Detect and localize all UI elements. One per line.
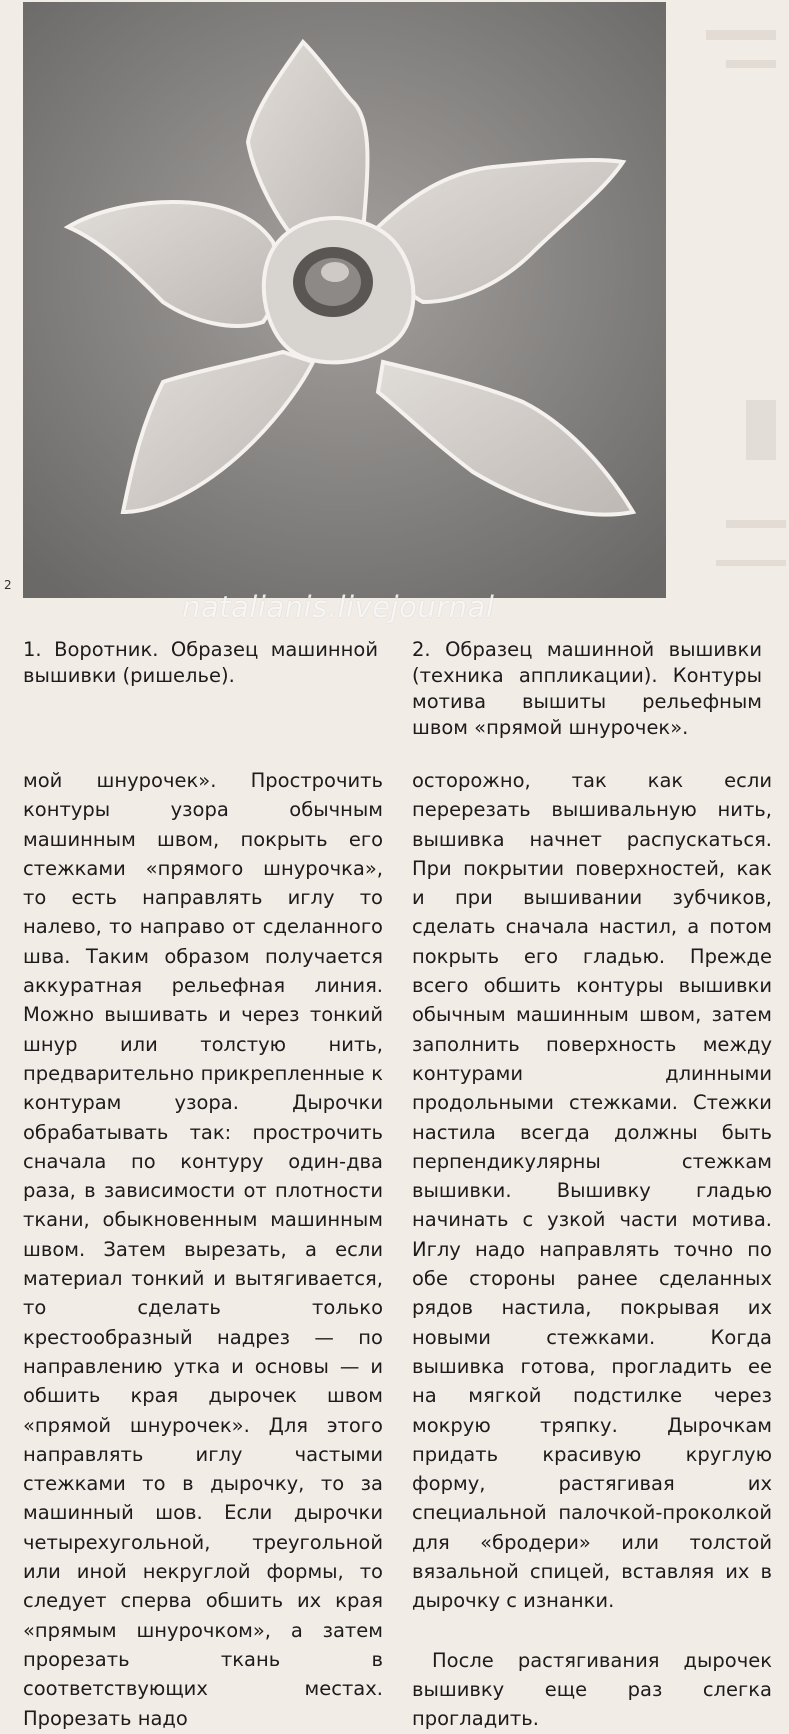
figure-number: 2 bbox=[4, 578, 12, 592]
embroidery-photo bbox=[23, 2, 666, 598]
body-paragraph: мой шнурочек». Прострочить контуры узора обычным машинным швом, покрыть его стежками «прямого шнурочка», то есть направлять иглу то налево, то направо от сделанного шва. Таким образом получается аккуратная рельефная линия. Можно вышивать и через тонкий шнур или толстую нить, предварительно прикрепленные к контурам узора. Дырочки обрабатывать так: прострочить сначала по контуру один-два раза, в зависимости от плотности ткани, обыкновенным машинным швом. Затем вырезать, а если материал тонкий и вытягивается, то сделать только крестообразный надрез — по направлению утка и основы — и обшить края дырочек швом «прямой шнурочек». Для этого направлять иглу частыми стежками то в дырочку, то за машинный шов. Если дырочки четырехугольной, треугольной или иной некруглой формы, то следует сперва обшить их края «прямым шнурочком», а затем прорезать ткань в соответствующих местах. Прорезать надо bbox=[23, 769, 383, 1730]
body-paragraph-closing: После растягивания дырочек вышивку еще раз слегка прогладить. bbox=[412, 1648, 772, 1731]
body-paragraph: осторожно, так как если перерезать вышивальную нить, вышивка начнет распускаться. При покрытии поверхностей, как и при вышивании зубчиков, сделать сначала настил, а потом покрыть его гладью. Прежде всего обшить контуры вышивки обычным машинным швом, затем заполнить поверхность между контурами длинными продольными стежками. Стежки настила всегда должны быть перпендикулярны стежкам вышивки. Вышивку гладью начинать с узкой части мотива. Иглу надо направлять точно по обе стороны ранее сделанных рядов настила, покрывая их новыми стежками. Когда вышивка готова, прогладить ее на мягкой подстилке через мокрую тряпку. Дырочкам придать красивую круглую форму, растягивая их специальной палочкой-проколкой для «бродери» или толстой вязальной спицей, вставляя их в дырочку с изнанки. bbox=[412, 769, 772, 1613]
caption-figure-1: 1. Воротник. Образец машинной вышивки (ришелье). bbox=[23, 638, 378, 687]
text-column-right bbox=[412, 766, 772, 1734]
text-column-left bbox=[23, 766, 383, 1733]
caption-figure-2: 2. Образец машинной вышивки (техника аппликации). Контуры мотива вышиты рельефным швом «прямой шнурочек». bbox=[412, 638, 762, 739]
watermark-text: natalianis.livejournal bbox=[182, 590, 495, 624]
